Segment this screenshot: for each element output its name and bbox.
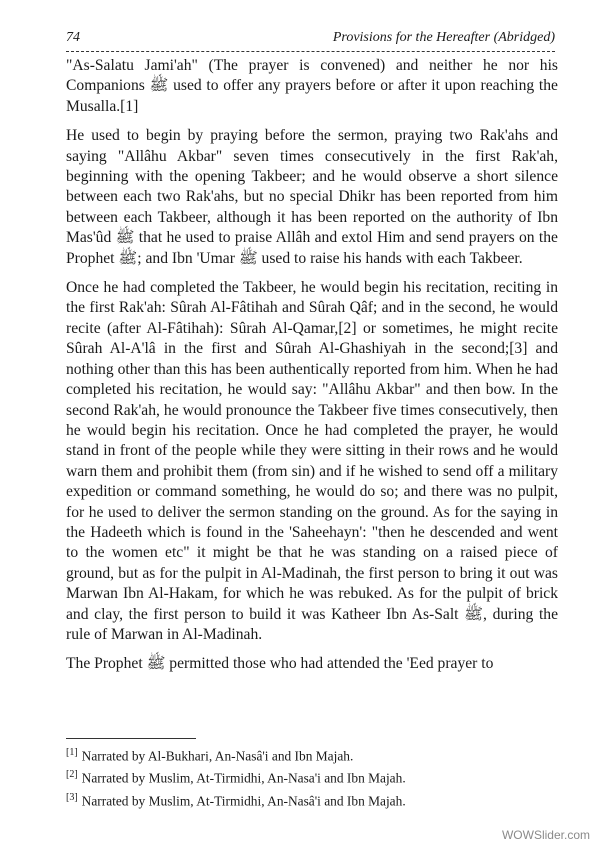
paragraph: "As-Salatu Jami'ah" (The prayer is convened) and neither he nor his Companions ﷺ used to offer any prayers before or after it upon reaching the Musalla.[1] <box>66 57 558 115</box>
footnote-mark: [3] <box>66 791 78 803</box>
footnote <box>66 788 558 810</box>
footnote <box>66 743 558 765</box>
page-number: 74 <box>66 30 80 45</box>
footnote-mark: [1] <box>66 747 78 758</box>
footnote-text: Narrated by Muslim, At-Tirmidhi, An-Nasâ'i and Ibn Majah. <box>81 793 406 809</box>
footnote-divider <box>66 738 196 739</box>
footnotes <box>66 743 558 810</box>
page-header <box>66 30 555 52</box>
header-divider <box>66 51 555 52</box>
paragraph: The Prophet ﷺ permitted those who had attended the 'Eed prayer to <box>66 655 494 673</box>
body-text <box>66 56 558 684</box>
running-title: Provisions for the Hereafter (Abridged) <box>332 30 555 45</box>
paragraph: He used to begin by praying before the sermon, praying two Rak'ahs and saying "Allâhu Akbar" seven times consecutively in the first Rak'ah, beginning with the opening Takbeer; and he would observe a short silence between each two Rak'ahs, but no special Dhikr has been reported from him between each Takbeer, although it has been reported on the authority of Ibn Mas'ûd ﷺ that he used to praise Allâh and extol Him and send prayers on the Prophet ﷺ; and Ibn 'Umar ﷺ used to raise his hands with each Takbeer. <box>66 127 558 267</box>
footnote-mark: [2] <box>66 769 78 781</box>
footnote <box>66 765 558 787</box>
watermark: WOWSlider.com <box>501 828 590 842</box>
footnote-text: Narrated by Muslim, At-Tirmidhi, An-Nasa'i and Ibn Majah. <box>81 770 406 786</box>
footnote-text: Narrated by Al-Bukhari, An-Nasâ'i and Ibn Majah. <box>81 748 354 764</box>
paragraph: Once he had completed the Takbeer, he would begin his recitation, reciting in the first Rak'ah: Sûrah Al-Fâtihah and Sûrah Qâf; and in the second, he would recite (after Al-Fâtihah): Sûrah Al-Qamar,[2] or sometimes, he might recite Sûrah Al-A'lâ in the first and Sûrah Al-Ghashiyah in the second;[3] and nothing other than this has been authentically reported from him. When he had completed his recitation, he would say: "Allâhu Akbar" and then bow. In the second Rak'ah, he would pronounce the Takbeer five times consecutively, then he would begin his recitation. Once he had completed the prayer, he would stand in front of the people while they were sitting in their rows and he would warn them and prohibit them (from sin) and if he wished to send off a military expedition or command something, he would do so; and there was no pulpit, for he used to deliver the sermon standing on the ground. As for the saying in the Hadeeth which is found in the 'Saheehayn': "then he descended and went to the women etc" it might be that he was standing on a raised piece of ground, but as for the pulpit in Al-Madinah, the first person to bring it out was Marwan Ibn Al-Hakam, for which he was rebuked. As for the pulpit of brick and clay, the first person to build it was Katheer Ibn As-Salt ﷺ, during the rule of Marwan in Al-Madinah. <box>66 279 558 643</box>
